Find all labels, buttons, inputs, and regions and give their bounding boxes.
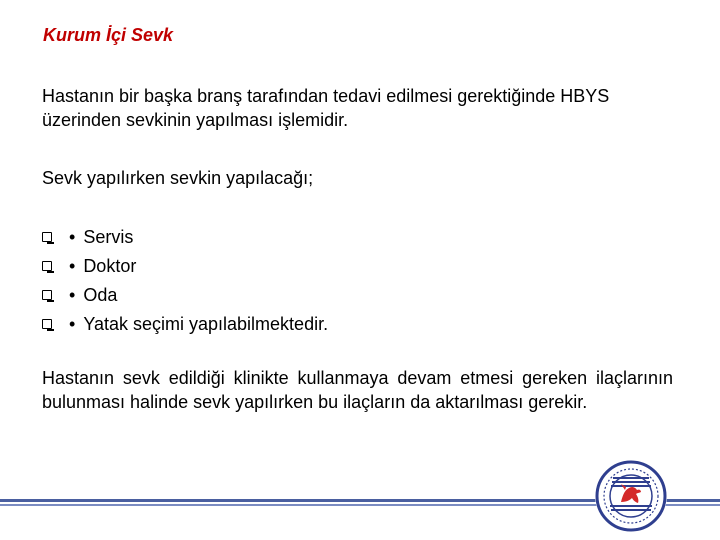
paragraph-medications: Hastanın sevk edildiği klinikte kullanmaya devam etmesi gereken ilaçlarının bulunması halinde sevk yapılırken bu ilaçların da aktarılması gerekir. bbox=[42, 368, 673, 412]
bullet-dot: • bbox=[69, 226, 76, 247]
bullet-dot: • bbox=[69, 255, 76, 276]
checkbox-bullet-icon bbox=[42, 232, 52, 242]
list-item bbox=[42, 280, 328, 309]
university-logo-icon bbox=[595, 460, 667, 532]
bullet-list bbox=[42, 222, 328, 338]
list-item bbox=[42, 309, 328, 338]
paragraph-definition: Hastanın bir başka branş tarafından tedavi edilmesi gerektiğinde HBYS üzerinden sevkinin yapılması işlemidir. bbox=[42, 86, 610, 130]
bullet-dot: • bbox=[69, 284, 76, 305]
checkbox-bullet-icon bbox=[42, 261, 52, 271]
paragraph-intro: Sevk yapılırken sevkin yapılacağı; bbox=[42, 168, 314, 188]
list-item bbox=[42, 251, 328, 280]
checkbox-bullet-icon bbox=[42, 290, 52, 300]
slide-title: Kurum İçi Sevk bbox=[43, 25, 174, 45]
bullet-dot: • bbox=[69, 313, 76, 334]
list-item-text: Doktor bbox=[83, 255, 137, 276]
checkbox-bullet-icon bbox=[42, 319, 52, 329]
list-item-text: Servis bbox=[83, 226, 134, 247]
list-item-text: Oda bbox=[83, 284, 118, 305]
list-item bbox=[42, 222, 328, 251]
list-item-text: Yatak seçimi yapılabilmektedir. bbox=[83, 313, 329, 334]
